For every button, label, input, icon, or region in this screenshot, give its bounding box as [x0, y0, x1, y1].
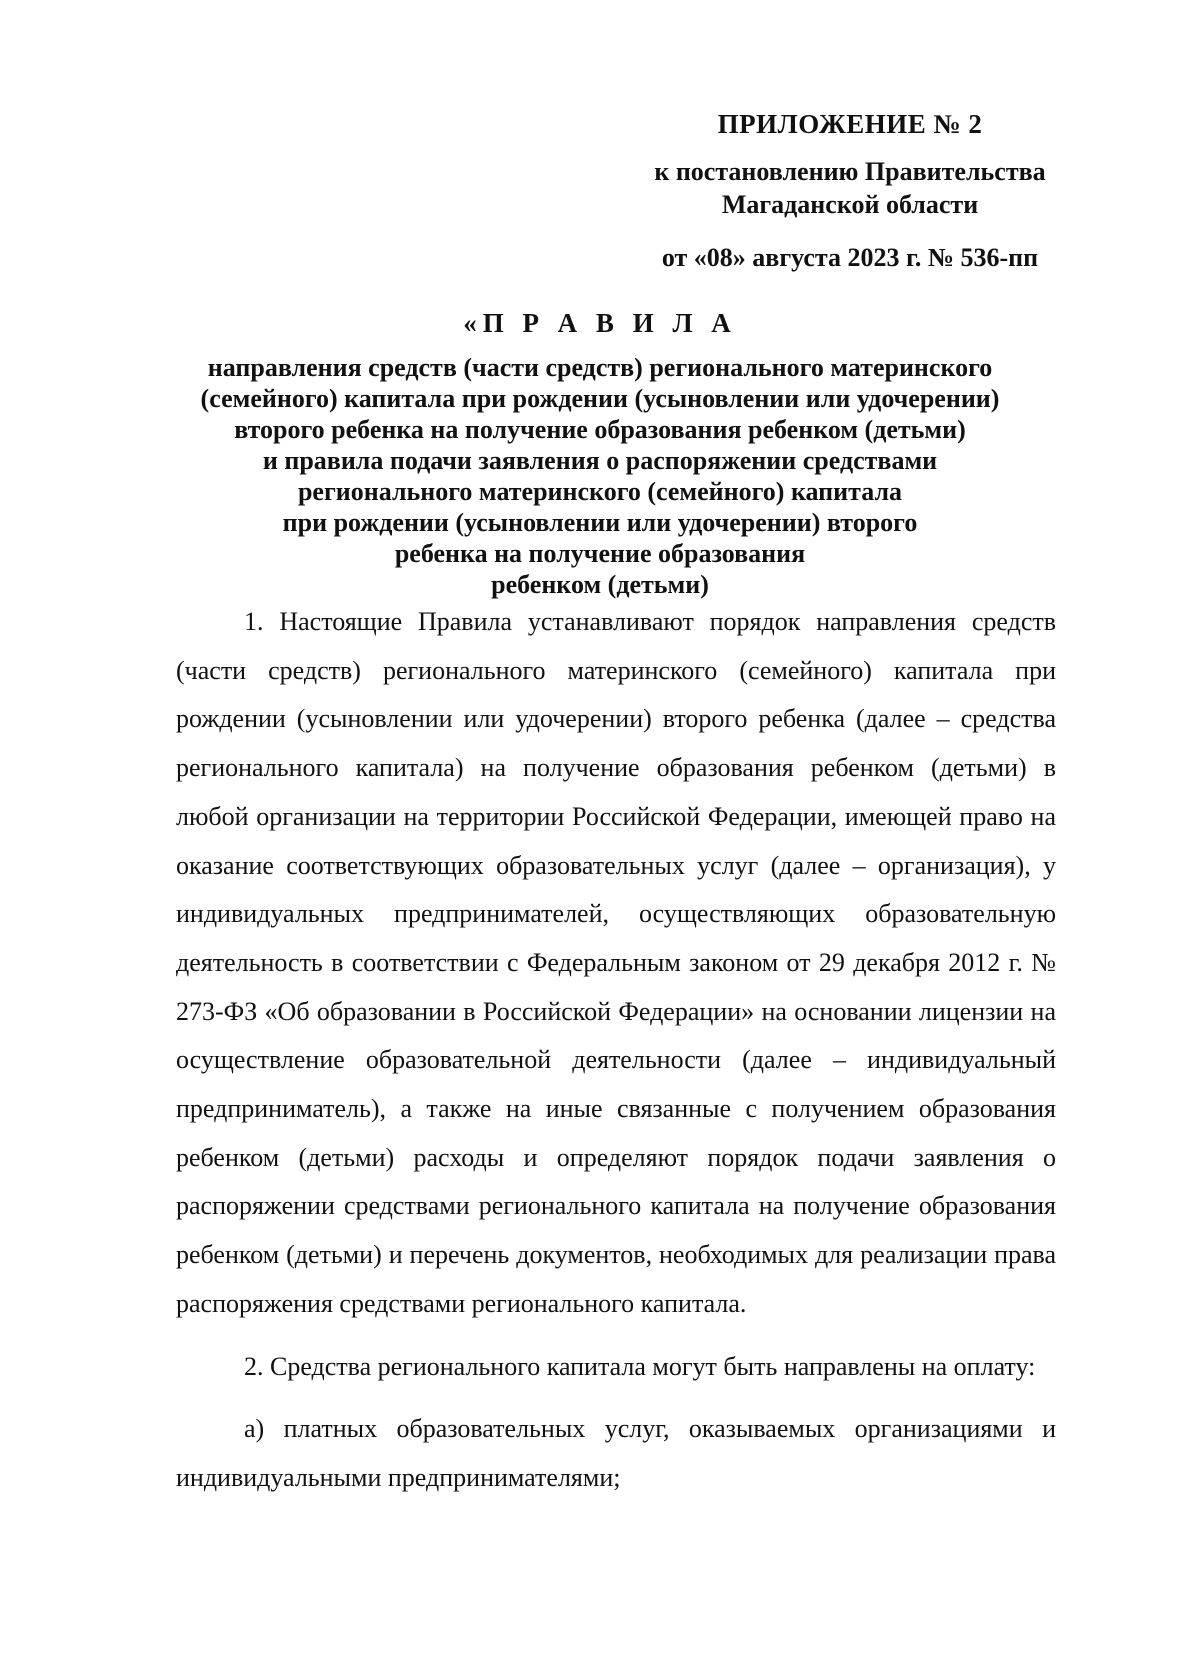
- rules-subtitle-line: и правила подачи заявления о распоряжении средствами: [262, 446, 938, 475]
- appendix-line-1: к постановлению Правительства: [654, 157, 1046, 186]
- rules-heading: [150, 308, 1050, 600]
- rules-subtitle-line: ребенком (детьми): [491, 570, 709, 599]
- appendix-date-line: от «08» августа 2023 г. № 536-пп: [661, 243, 1039, 272]
- rules-subtitle-line: (семейного) капитала при рождении (усыновлении или удочерении): [200, 384, 1000, 413]
- document-body: [176, 598, 1056, 1503]
- rules-title: «П Р А В И Л А: [463, 308, 737, 338]
- rules-subtitle: [150, 352, 1050, 600]
- paragraph-1: 1. Настоящие Правила устанавливают порядок направления средств (части средств) регионального материнского (семейного) капитала при рождении (усыновлении или удочерении) второго ребенка (далее – средства регионального капитала) на получение образования ребенком (детьми) в любой организации на территории Российской Федерации, имеющей право на оказание соответствующих образовательных услуг (далее – организация), у индивидуальных предпринимателей, осуществляющих образовательную деятельность в соответствии с Федеральным законом от 29 декабря 2012 г. № 273-ФЗ «Об образовании в Российской Федерации» на основании лицензии на осуществление образовательной деятельности (далее – индивидуальный предприниматель), а также на иные связанные с получением образования ребенком (детьми) расходы и определяют порядок подачи заявления о распоряжении средствами регионального капитала на получение образования ребенком (детьми) и перечень документов, необходимых для реализации права распоряжения средствами регионального капитала.: [176, 607, 1056, 1318]
- rules-subtitle-line: направления средств (части средств) регионального материнского: [207, 353, 993, 382]
- appendix-line-2: Магаданской области: [721, 190, 979, 219]
- rules-subtitle-line: второго ребенка на получение образования ребенком (детьми): [234, 415, 966, 444]
- rules-subtitle-line: ребенка на получение образования: [394, 539, 806, 568]
- rules-subtitle-line: регионального материнского (семейного) капитала: [297, 477, 903, 506]
- rules-subtitle-line: при рождении (усыновлении или удочерении) второго: [282, 508, 918, 537]
- paragraph-2: 2. Средства регионального капитала могут быть направлены на оплату:: [244, 1351, 1036, 1381]
- appendix-header: [600, 108, 1100, 274]
- paragraph-2a: а) платных образовательных услуг, оказываемых организациями и индивидуальными предпринимателями;: [176, 1414, 1056, 1492]
- appendix-title: ПРИЛОЖЕНИЕ № 2: [717, 109, 983, 139]
